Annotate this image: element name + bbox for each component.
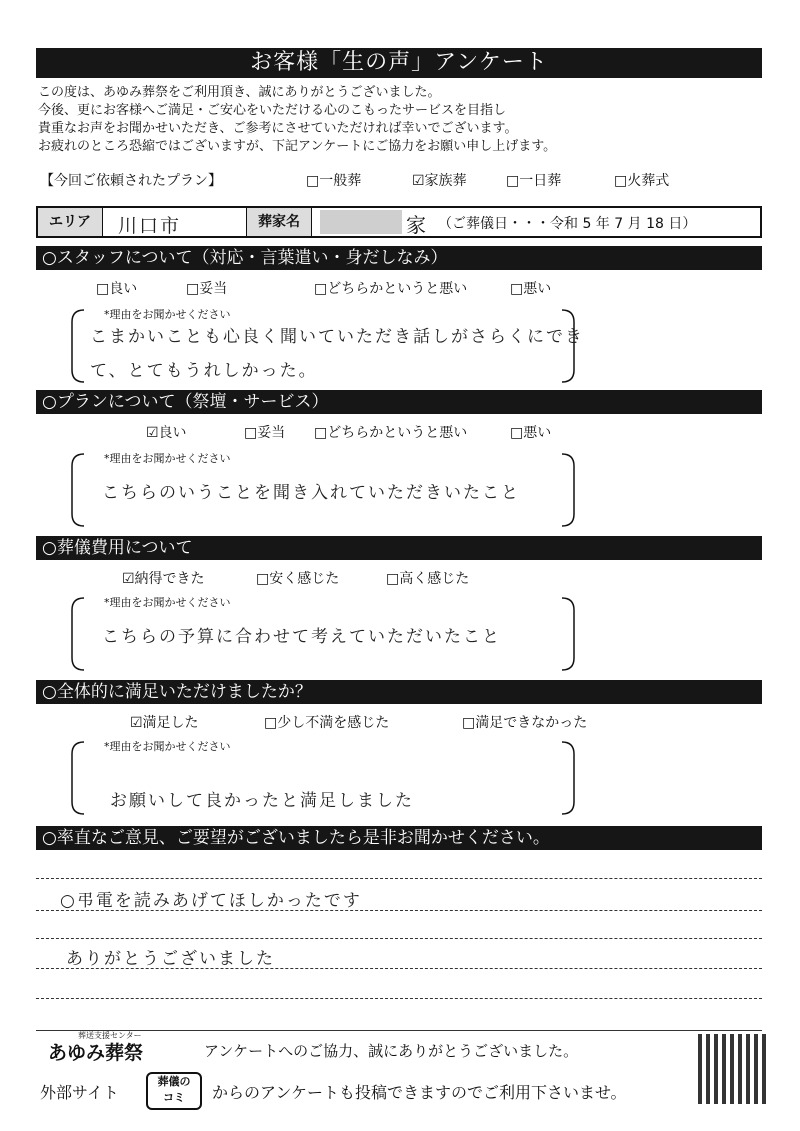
staff-option-bad[interactable]: □悪い	[510, 281, 552, 297]
section-cost-title: ○葬儀費用について	[36, 536, 762, 560]
overall-option-unsatisfied[interactable]: □満足できなかった	[462, 715, 588, 731]
badge-line: コミ	[163, 1091, 185, 1104]
plan-rating-rather-bad[interactable]: □どちらかというと悪い	[314, 425, 468, 441]
logo-subtitle: 葬送支援センター	[78, 1031, 142, 1040]
plan-answer-line: こちらのいうことを聞き入れていただきいたこと	[102, 483, 520, 503]
section-overall-title: ○全体的に満足いただけましたか？	[36, 680, 762, 704]
review-site-badge[interactable]	[146, 1072, 202, 1110]
company-logo: あゆみ葬祭	[48, 1042, 144, 1064]
intro-text	[38, 84, 758, 156]
family-suffix: 家	[406, 213, 426, 237]
plan-option-general[interactable]: □一般葬	[306, 173, 362, 189]
plan-rating-bad[interactable]: □悪い	[510, 425, 552, 441]
qr-code-icon[interactable]	[698, 1034, 768, 1104]
cost-reason-label: *理由をお聞かせください	[104, 596, 231, 609]
survey-title: お客様「生の声」アンケート	[36, 48, 762, 78]
staff-option-good[interactable]: □良い	[96, 281, 138, 297]
intro-line: 貴重なお声をお聞かせいただき、ご参考にさせていただければ幸いでございます。	[38, 121, 518, 136]
staff-reason-label: *理由をお聞かせください	[104, 308, 231, 321]
info-row	[36, 206, 762, 238]
opinion-rule	[36, 968, 762, 969]
plan-reason-label: *理由をお聞かせください	[104, 452, 231, 465]
cost-answer-line: こちらの予算に合わせて考えていただいたこと	[102, 627, 501, 647]
staff-answer-line: こまかいことも心良く聞いていただき話しがさらくにでき	[90, 327, 584, 347]
opinion-line: ○弔電を読みあげてほしかったです	[60, 891, 362, 911]
plan-option-family[interactable]: ☑家族葬	[412, 173, 467, 189]
opinion-rule	[36, 910, 762, 911]
funeral-date: （ご葬儀日・・・令和 5 年 7 月 18 日）	[438, 216, 697, 232]
plan-option-cremation[interactable]: □火葬式	[614, 173, 670, 189]
staff-answer-line: て、とてもうれしかった。	[90, 361, 318, 381]
opinion-line: ありがとうございました	[66, 949, 275, 969]
cost-option-expensive[interactable]: □高く感じた	[386, 571, 470, 587]
section-opinion-title: ○率直なご意見、ご要望がございましたら是非お聞かせください。	[36, 826, 762, 850]
footer-thanks: アンケートへのご協力、誠にありがとうございました。	[204, 1042, 579, 1060]
overall-answer-line: お願いして良かったと満足しました	[110, 791, 414, 811]
plan-rating-fair[interactable]: □妥当	[244, 425, 286, 441]
plan-rating-good[interactable]: ☑良い	[146, 425, 187, 441]
area-value: 川口市	[118, 215, 182, 237]
plan-option-oneday[interactable]: □一日葬	[506, 173, 562, 189]
cost-option-cheap[interactable]: □安く感じた	[256, 571, 340, 587]
intro-line: 今後、更にお客様へご満足・ご安心をいただける心のこもったサービスを目指し	[38, 103, 507, 118]
family-label: 葬家名	[246, 208, 312, 236]
external-site-text: からのアンケートも投稿できますのでご利用下さいませ。	[212, 1083, 627, 1102]
redacted-family-name	[320, 210, 402, 234]
badge-line: 葬儀の	[157, 1075, 191, 1088]
footer-divider	[36, 1030, 762, 1031]
plan-label: 【今回ご依頼されたプラン】	[40, 173, 222, 189]
overall-option-slightly-unsatisfied[interactable]: □少し不満を感じた	[264, 715, 390, 731]
overall-reason-label: *理由をお聞かせください	[104, 740, 231, 753]
opinion-rule	[36, 878, 762, 879]
section-plan-title: ○プランについて（祭壇・サービス）	[36, 390, 762, 414]
opinion-rule	[36, 938, 762, 939]
staff-option-fair[interactable]: □妥当	[186, 281, 228, 297]
opinion-rule	[36, 998, 762, 999]
intro-line: お疲れのところ恐縮ではございますが、下記アンケートにご協力をお願い申し上げます。	[38, 139, 557, 154]
cost-option-satisfied[interactable]: ☑納得できた	[122, 571, 205, 587]
external-site-label: 外部サイト	[40, 1083, 119, 1102]
area-label: エリア	[38, 208, 103, 236]
intro-line: この度は、あゆみ葬祭をご利用頂き、誠にありがとうございました。	[38, 85, 441, 100]
staff-option-rather-bad[interactable]: □どちらかというと悪い	[314, 281, 468, 297]
section-staff-title: ○スタッフについて（対応・言葉遣い・身だしなみ）	[36, 246, 762, 270]
overall-option-satisfied[interactable]: ☑満足した	[130, 715, 199, 731]
